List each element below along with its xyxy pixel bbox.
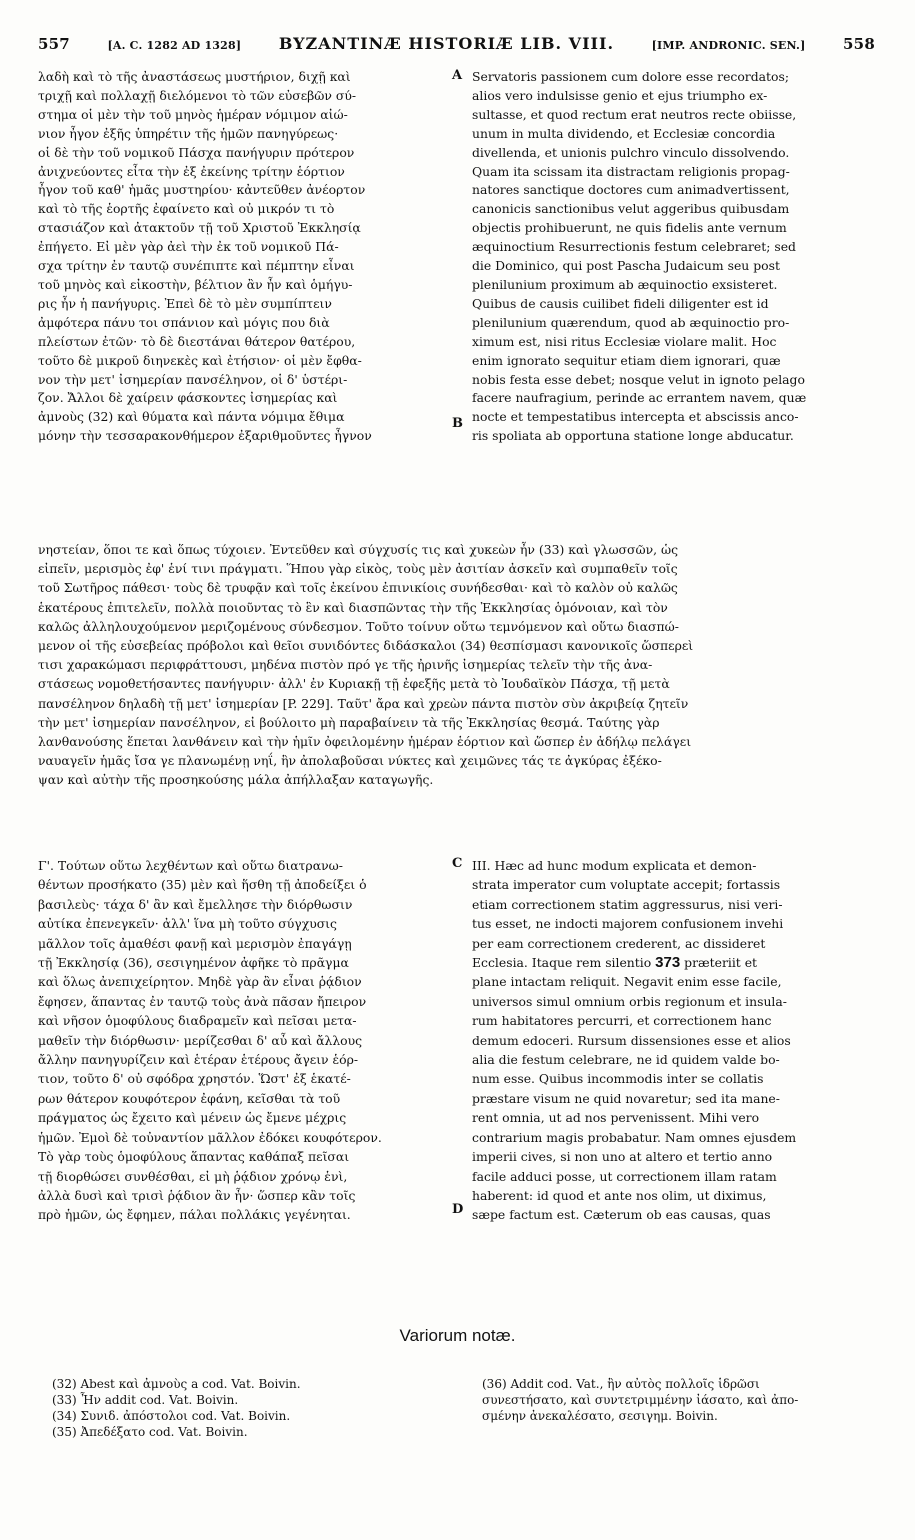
greek-line: βασιλεὺς· τάχα δ' ἂν καὶ ἔμελλησε τὴν διόρθωσιν xyxy=(38,896,353,912)
greek-line: πανσέληνον δηλαδὴ τῇ μετ' ἰσημερίαν [P. 229]. Ταῦτ' ἄρα καὶ χρεὼν πάντα πιστὸν σὺν ἀκριβείᾳ ζητεῖν xyxy=(38,695,689,711)
left-dates: [A. C. 1282 AD 1328] xyxy=(107,39,242,52)
variorum-note: (32) Abest καὶ ἀμνοὺς a cod. Vat. Boivin. xyxy=(52,1377,301,1391)
greek-column-top xyxy=(38,68,448,446)
running-header xyxy=(38,34,875,58)
greek-line: τιον, τοῦτο δ' οὐ σφόδρα χρηστόν. Ὥστ' ἐξ ἑκατέ- xyxy=(38,1071,351,1087)
greek-line: νιον ἦγον ἐξῆς ὑπηρέτιν τῆς ἡμῶν πανηγύρεως· xyxy=(38,125,339,141)
greek-line: αὐτίκα ἐπενεγκεῖν· ἀλλ' ἵνα μὴ τοῦτο σύγχυσις xyxy=(38,916,337,932)
greek-line: πλείστων ἐτῶν· τὸ δὲ διεστάναι θάτερον θατέρου, xyxy=(38,333,356,349)
latin-line: rum habitatores percurri, et correctionem hanc xyxy=(472,1013,772,1029)
latin-line: enim ignorato sequitur etiam diem ignorari, quæ xyxy=(472,352,781,368)
greek-line: ἀνιχνεύοντες εἶτα τὴν ἐξ ἐκείνης τρίτην ἑόρτιον xyxy=(38,163,345,179)
right-page-number: 558 xyxy=(843,35,875,53)
greek-line: στάσεως νομοθετήσαντες πανήγυριν· ἀλλ' ἐν Κυριακῇ τῇ ἐφεξῆς μετὰ τὸ Ἰουδαϊκὸν Πάσχα, τῇ μετὰ xyxy=(38,676,670,692)
greek-line: ἡμῶν. Ἐμοὶ δὲ τοὐναντίον μᾶλλον ἐδόκει κουφότερον. xyxy=(38,1129,382,1145)
greek-line: τῇ διορθώσει συνθέσθαι, εἰ μὴ ῥᾴδιον χρόνῳ ἑνὶ, xyxy=(38,1168,348,1184)
variorum-note: συνεστήσατο, καὶ συντετριμμένην ἰάσατο, καὶ ἀπο- xyxy=(482,1393,799,1407)
greek-line: Γ'. Τούτων οὕτω λεχθέντων καὶ οὕτω διατρανω- xyxy=(38,858,343,873)
greek-line: ρων θάτερον κουφότερον ἐφάνη, κεῖσθαι τὰ τοῦ xyxy=(38,1090,341,1106)
greek-line: πρὸ ἡμῶν, ὡς ἔφημεν, πάλαι πολλάκις γεγένηται. xyxy=(38,1207,351,1223)
greek-line: καὶ νῆσον ὁμοφύλους διαδραμεῖν καὶ πεῖσαι μετα- xyxy=(38,1013,357,1029)
latin-line: facile adduci posse, ut correctionem illam ratam xyxy=(472,1168,777,1184)
latin-line: canonicis sanctionibus velut aggeribus quibusdam xyxy=(472,201,790,217)
latin-line: nobis festa esse debet; nosque velut in ignoto pelago xyxy=(472,371,805,387)
latin-line: sæpe factum est. Cæterum ob eas causas, quas xyxy=(472,1207,771,1223)
greek-line: μενον οἱ τῆς εὐσεβείας πρόβολοι καὶ θεῖοι συνιδόντες διδάσκαλοι (34) θεσπίσμασι κανονικοῖς ὥσπερεὶ xyxy=(38,638,694,654)
latin-line: facere naufragium, perinde ac errantem navem, quæ xyxy=(472,390,807,406)
latin-line: plenilunium proximum ab æquinoctio exsisteret. xyxy=(472,276,778,292)
greek-line: ἄλλην πανηγυρίζειν καὶ ἑτέραν ἑτέρους ἄγειν ἑόρ- xyxy=(38,1052,359,1068)
latin-line: num esse. Quibus incommodis inter se collatis xyxy=(472,1071,764,1087)
latin-line: objectis prohibuerunt, ne quis fidelis ante vernum xyxy=(472,220,787,236)
latin-line: æquinoctium Resurrectionis festum celebraret; sed xyxy=(472,239,796,255)
latin-line: Servatoris passionem cum dolore esse recordatos; xyxy=(472,69,790,84)
latin-line: unum in multa dividendo, et Ecclesiæ concordia xyxy=(472,125,776,141)
latin-line: præstare visum ne quid novaretur; sed ita mane- xyxy=(472,1090,780,1106)
greek-line: τισι χαρακώμασι περιφράττουσι, μηδένα πιστὸν πρό γε τῆς ἠρινῆς ἰσημερίας τελεῖν τὴν τῆς ἀνα- xyxy=(38,657,653,673)
greek-line: καὶ ὅλως ἀνεπιχείρητον. Μηδὲ γὰρ ἂν εἶναι ῥᾴδιον xyxy=(38,974,362,990)
latin-line: demum edoceri. Rursum dissensiones esse et alios xyxy=(472,1032,791,1048)
latin-line: haberent: id quod et ante nos olim, ut diximus, xyxy=(472,1187,767,1203)
latin-column-top xyxy=(472,68,877,446)
variorum-note: (34) Συνιδ. ἀπόστολοι cod. Vat. Boivin. xyxy=(52,1409,291,1423)
latin-line: strata imperator cum voluptate accepit; fortassis xyxy=(472,877,781,893)
greek-line: τριχῇ καὶ πολλαχῇ διελόμενοι τὸ τῶν εὐσεβῶν σύ- xyxy=(38,87,357,103)
latin-line: universos simul omnium orbis regionum et insula- xyxy=(472,993,787,1009)
greek-line: οἱ δὲ τὴν τοῦ νομικοῦ Πάσχα πανήγυριν πρότερον xyxy=(38,144,355,160)
latin-line: nocte et tempestatibus intercepta et abscissis anco- xyxy=(472,409,799,425)
notes-heading: Variorum notæ. xyxy=(399,1326,516,1345)
latin-line: plenilunium quærendum, quod ab æquinoctio pro- xyxy=(472,314,790,330)
variorum-note: (33) Ἦν addit cod. Vat. Boivin. xyxy=(52,1393,239,1407)
greek-line: στημα οἱ μὲν τὴν τοῦ μηνὸς ἡμέραν νόμιμον αἰώ- xyxy=(38,106,348,122)
margin-marker-a: A xyxy=(452,68,463,83)
greek-full-width-block xyxy=(38,540,878,790)
greek-line: σχα τρίτην ἐν ταυτῷ συνέπιπτε καὶ πέμπτην εἶναι xyxy=(38,258,355,274)
greek-line: μαθεῖν τὴν διόρθωσιν· μερίζεσθαι δ' αὖ καὶ ἄλλους xyxy=(38,1032,363,1048)
greek-line: μόνην τὴν τεσσαρακονθήμερον ἐξαριθμοῦντες ἦγνον xyxy=(38,428,372,444)
greek-line: ἀμφότερα πάνυ τοι σπάνιον καὶ μόγις που διὰ xyxy=(38,314,330,330)
greek-line: νον τὴν μετ' ἰσημερίαν πανσέληνον, οἱ δ' ὑστέρι- xyxy=(38,371,348,387)
greek-line: ρις ἦν ἡ πανήγυρις. Ἐπεὶ δὲ τὸ μὲν συμπίπτειν xyxy=(38,295,332,311)
greek-line: ἀμνοὺς (32) καὶ θύματα καὶ πάντα νόμιμα ἔθιμα xyxy=(38,409,345,425)
greek-line: λανθανούσης ἕπεται λανθάνειν καὶ τὴν ἡμῖν ὀφειλομένην ἡμέραν ἑόρτιον καὶ ὥσπερ ἐν ἀδήλῳ πελάγει xyxy=(38,734,692,750)
latin-line: divellenda, et unionis pulchro vinculo dissolvendo. xyxy=(472,144,790,160)
latin-line: sultasse, et quod rectum erat neutros recte obiisse, xyxy=(472,106,797,122)
greek-line: τοῦ Σωτῆρος πάθεσι· τοὺς δὲ τρυφᾷν καὶ τοῖς ἐκείνου ἐπινικίοις συνήδεσθαι· καὶ τὸ καλὸν οὐ καλῶς xyxy=(38,580,678,596)
greek-line: ζον. Ἄλλοι δὲ χαίρειν φάσκοντες ἰσημερίας καὶ xyxy=(38,390,338,406)
left-page-number: 557 xyxy=(38,35,70,53)
margin-marker-b: B xyxy=(452,416,463,431)
latin-line: natores sanctique doctores cum animadvertissent, xyxy=(472,182,790,198)
latin-line: etiam correctionem statim aggressurus, nisi veri- xyxy=(472,896,783,912)
greek-line: ψαν καὶ αὐτὴν τῆς προσηκούσης μάλα ἀπήλλαξαν καταγωγῆς. xyxy=(38,772,434,788)
variorum-note: (36) Addit cod. Vat., ἣν αὐτὸς πολλοῖς ἱδρῶσι xyxy=(482,1377,760,1391)
greek-line: τοῦτο δὲ μικροῦ διηνεκὲς καὶ ἐτήσιον· οἱ μὲν ἔφθα- xyxy=(38,352,362,368)
variorum-note: σμένην ἀνεκαλέσατο, σεσιγημ. Boivin. xyxy=(482,1409,718,1423)
notes-right-column xyxy=(482,1376,882,1424)
greek-line: εἰπεῖν, μερισμὸς ἐφ' ἑνί τινι πράγματι. Ἥπου γὰρ εἰκὸς, τοὺς μὲν ἀσιτίαν ἀσκεῖν καὶ συμπαθεῖν τοῖς xyxy=(38,561,678,577)
latin-column-bottom xyxy=(472,856,877,1225)
greek-line: πράγματος ὡς ἔχειτο καὶ μένειν ὡς ἔμενε μέχρις xyxy=(38,1110,347,1126)
greek-line: λαδὴ καὶ τὸ τῆς ἀναστάσεως μυστήριον, διχῇ καὶ xyxy=(38,69,351,84)
margin-marker-d: D xyxy=(452,1202,464,1217)
greek-line: ἦγον τοῦ καθ' ἡμᾶς μυστηρίου· κἀντεῦθεν ἀνέορτον xyxy=(38,182,366,198)
greek-line: μᾶλλον τοῖς ἀμαθέσι φανῇ καὶ μερισμὸν ἐπαγάγῃ xyxy=(38,935,352,951)
latin-line: Quam ita scissam ita distractam religionis propag- xyxy=(472,163,790,179)
latin-line: tus esset, ne indocti majorem confusionem invehi xyxy=(472,916,784,932)
latin-line: plane intactam reliquit. Negavit enim esse facile, xyxy=(472,974,782,990)
latin-line-text: Ecclesia. Itaque rem silentio xyxy=(472,955,652,971)
latin-line: contrarium magis probabatur. Nam omnes ejusdem xyxy=(472,1129,797,1145)
greek-line: στασιάζον καὶ ἀτακτοῦν τῇ τοῦ Χριστοῦ Ἐκκλησίᾳ xyxy=(38,220,361,236)
latin-line-with-number xyxy=(472,953,877,972)
greek-line: καλῶς ἀλληλουχούμενον μεριζομένους σύνδεσμον. Τοῦτο τοίνυν οὕτω τεμνόμενον καὶ οὕτω διασπώ- xyxy=(38,618,679,634)
latin-line-text-tail: præteriit et xyxy=(684,955,758,971)
greek-line: ἀλλὰ δυσὶ καὶ τρισὶ ῥᾴδιον ἂν ἦν· ὥσπερ κἂν τοῖς xyxy=(38,1187,356,1203)
notes-left-column xyxy=(52,1376,452,1440)
greek-line: ἔφησεν, ἅπαντας ἐν ταυτῷ τοὺς ἀνὰ πᾶσαν ἤπειρον xyxy=(38,993,367,1009)
greek-column-bottom xyxy=(38,856,448,1225)
greek-line: ἑκατέρους ἐπιτελεῖν, πολλὰ ποιοῦντας τὸ ἓν καὶ διασπῶντας τὴν τῆς Ἐκκλησίας ὁμόνοιαν, καὶ τὸν xyxy=(38,599,668,615)
greek-line: τῇ Ἐκκλησίᾳ (36), σεσιγημένον ἀφῆκε τὸ πρᾶγμα xyxy=(38,955,349,971)
greek-line: Τὸ γὰρ τοὺς ὁμοφύλους ἅπαντας καθάπαξ πεῖσαι xyxy=(38,1149,350,1165)
latin-line: alia die festum celebrare, ne id quidem valde bo- xyxy=(472,1052,780,1068)
greek-line: θέντων προσήκατο (35) μὲν καὶ ἥσθη τῇ ἀποδείξει ὁ xyxy=(38,877,367,893)
latin-line: per eam correctionem crederent, ac dissideret xyxy=(472,935,766,951)
latin-line: rent omnia, ut ad nos pervenissent. Mihi vero xyxy=(472,1110,760,1126)
latin-line: ris spoliata ab opportuna statione longe abducatur. xyxy=(472,428,794,444)
inline-page-number: 373 xyxy=(655,954,681,972)
greek-line: τὴν μετ' ἰσημερίαν πανσέληνον, εἰ βούλοιτο μὴ παραβαίνειν τὰ τῆς Ἐκκλησίας θεσμά. Ταύτης γὰρ xyxy=(38,714,660,730)
greek-line: νηστείαν, ὅποι τε καὶ ὅπως τύχοιεν. Ἐντεῦθεν καὶ σύγχυσίς τις καὶ χυκεὼν ἦν (33) καὶ γλωσσῶν, ὡς xyxy=(38,542,679,557)
greek-line: τοῦ μηνὸς καὶ εἰκοστὴν, βέλτιον ἂν ἦν καὶ ὁμήγυ- xyxy=(38,276,353,292)
latin-line: ximum est, nisi ritus Ecclesiæ violare malit. Hoc xyxy=(472,333,777,349)
latin-line: die Dominico, qui post Pascha Judaicum seu post xyxy=(472,258,780,274)
running-title: BYZANTINÆ HISTORIÆ LIB. VIII. xyxy=(278,34,615,53)
greek-line: ἐπήγετο. Εἰ μὲν γὰρ ἀεὶ τὴν ἐκ τοῦ νομικοῦ Πά- xyxy=(38,239,339,255)
variorum-note: (35) Ἀπεδέξατο cod. Vat. Boivin. xyxy=(52,1425,248,1439)
latin-line: imperii cives, si non uno at altero et tertio anno xyxy=(472,1149,773,1165)
latin-line: alios vero indulsisse genio et ejus triumpho ex- xyxy=(472,87,768,103)
margin-marker-c: C xyxy=(452,856,463,871)
latin-line: Quibus de causis cuilibet fideli diligenter est id xyxy=(472,295,769,311)
greek-line: καὶ τὸ τῆς ἑορτῆς ἐφαίνετο καὶ οὐ μικρόν τι τὸ xyxy=(38,201,335,217)
latin-line: III. Hæc ad hunc modum explicata et demon- xyxy=(472,858,757,873)
greek-line: ναυαγεῖν ἡμᾶς ἴσα γε πλανωμένῃ νηΐ, ἣν ἀπολαβοῦσαι νύκτες καὶ χειμῶνες τάς τε ἀγκύρας ἐξέκο- xyxy=(38,753,662,769)
right-tag: [IMP. ANDRONIC. SEN.] xyxy=(651,39,806,52)
